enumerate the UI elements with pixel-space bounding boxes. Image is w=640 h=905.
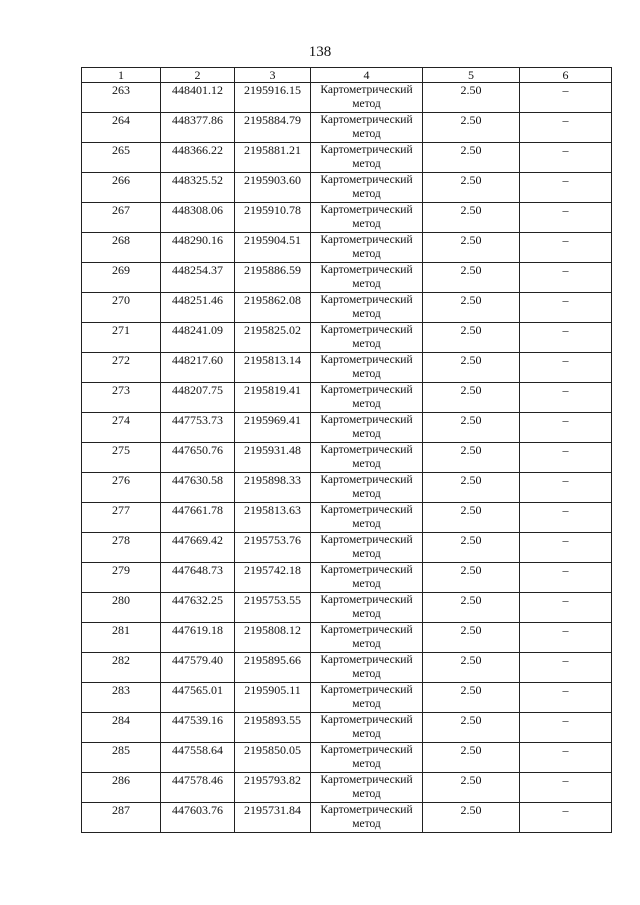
table-row [82, 653, 612, 683]
method-line-1: Картометрический [320, 264, 413, 276]
method-cell [311, 413, 423, 443]
point-number-cell: 277 [82, 503, 161, 533]
y-coordinate-cell: 2195742.18 [235, 563, 311, 593]
accuracy-cell: 2.50 [423, 443, 520, 473]
point-number-cell: 275 [82, 443, 161, 473]
point-number-cell: 266 [82, 173, 161, 203]
method-cell [311, 503, 423, 533]
point-number-cell: 276 [82, 473, 161, 503]
method-cell [311, 233, 423, 263]
method-line-1: Картометрический [320, 234, 413, 246]
y-coordinate-cell: 2195825.02 [235, 323, 311, 353]
x-coordinate-cell: 447619.18 [161, 623, 235, 653]
method-line-2: метод [352, 548, 381, 560]
note-cell: – [520, 503, 612, 533]
note-cell: – [520, 413, 612, 443]
point-number-cell: 274 [82, 413, 161, 443]
note-cell: – [520, 773, 612, 803]
method-line-1: Картометрический [320, 444, 413, 456]
method-line-2: метод [352, 758, 381, 770]
y-coordinate-cell: 2195808.12 [235, 623, 311, 653]
x-coordinate-cell: 447579.40 [161, 653, 235, 683]
method-line-1: Картометрический [320, 414, 413, 426]
table-row [82, 83, 612, 113]
y-coordinate-cell: 2195969.41 [235, 413, 311, 443]
table-row [82, 713, 612, 743]
point-number-cell: 286 [82, 773, 161, 803]
note-cell: – [520, 143, 612, 173]
accuracy-cell: 2.50 [423, 803, 520, 833]
y-coordinate-cell: 2195904.51 [235, 233, 311, 263]
y-coordinate-cell: 2195862.08 [235, 293, 311, 323]
method-line-1: Картометрический [320, 684, 413, 696]
x-coordinate-cell: 447632.25 [161, 593, 235, 623]
y-coordinate-cell: 2195905.11 [235, 683, 311, 713]
method-line-2: метод [352, 128, 381, 140]
x-coordinate-cell: 447565.01 [161, 683, 235, 713]
method-line-2: метод [352, 98, 381, 110]
x-coordinate-cell: 448401.12 [161, 83, 235, 113]
accuracy-cell: 2.50 [423, 263, 520, 293]
method-line-1: Картометрический [320, 174, 413, 186]
note-cell: – [520, 323, 612, 353]
table-row [82, 413, 612, 443]
y-coordinate-cell: 2195910.78 [235, 203, 311, 233]
method-line-2: метод [352, 578, 381, 590]
note-cell: – [520, 83, 612, 113]
accuracy-cell: 2.50 [423, 593, 520, 623]
method-cell [311, 203, 423, 233]
table-row [82, 563, 612, 593]
method-line-2: метод [352, 158, 381, 170]
table-row [82, 383, 612, 413]
method-line-1: Картометрический [320, 744, 413, 756]
accuracy-cell: 2.50 [423, 293, 520, 323]
method-line-2: метод [352, 638, 381, 650]
y-coordinate-cell: 2195893.55 [235, 713, 311, 743]
method-line-1: Картометрический [320, 144, 413, 156]
y-coordinate-cell: 2195813.14 [235, 353, 311, 383]
note-cell: – [520, 293, 612, 323]
method-line-2: метод [352, 668, 381, 680]
note-cell: – [520, 683, 612, 713]
x-coordinate-cell: 448251.46 [161, 293, 235, 323]
method-cell [311, 803, 423, 833]
point-number-cell: 272 [82, 353, 161, 383]
accuracy-cell: 2.50 [423, 173, 520, 203]
point-number-cell: 281 [82, 623, 161, 653]
accuracy-cell: 2.50 [423, 83, 520, 113]
point-number-cell: 280 [82, 593, 161, 623]
note-cell: – [520, 593, 612, 623]
table-row [82, 353, 612, 383]
method-line-1: Картометрический [320, 294, 413, 306]
point-number-cell: 287 [82, 803, 161, 833]
method-line-1: Картометрический [320, 774, 413, 786]
x-coordinate-cell: 447650.76 [161, 443, 235, 473]
table-row [82, 143, 612, 173]
accuracy-cell: 2.50 [423, 143, 520, 173]
method-line-1: Картометрический [320, 714, 413, 726]
table-row [82, 323, 612, 353]
accuracy-cell: 2.50 [423, 323, 520, 353]
accuracy-cell: 2.50 [423, 683, 520, 713]
point-number-cell: 270 [82, 293, 161, 323]
accuracy-cell: 2.50 [423, 203, 520, 233]
table-row [82, 473, 612, 503]
method-line-2: метод [352, 188, 381, 200]
note-cell: – [520, 203, 612, 233]
accuracy-cell: 2.50 [423, 743, 520, 773]
note-cell: – [520, 623, 612, 653]
y-coordinate-cell: 2195903.60 [235, 173, 311, 203]
point-number-cell: 263 [82, 83, 161, 113]
accuracy-cell: 2.50 [423, 413, 520, 443]
y-coordinate-cell: 2195916.15 [235, 83, 311, 113]
method-cell [311, 533, 423, 563]
point-number-cell: 271 [82, 323, 161, 353]
y-coordinate-cell: 2195793.82 [235, 773, 311, 803]
method-cell [311, 473, 423, 503]
method-line-1: Картометрический [320, 114, 413, 126]
accuracy-cell: 2.50 [423, 473, 520, 503]
accuracy-cell: 2.50 [423, 113, 520, 143]
point-number-cell: 279 [82, 563, 161, 593]
table-header-row [82, 68, 612, 83]
method-line-2: метод [352, 218, 381, 230]
method-cell [311, 113, 423, 143]
method-line-1: Картометрический [320, 534, 413, 546]
method-line-1: Картометрический [320, 354, 413, 366]
y-coordinate-cell: 2195753.55 [235, 593, 311, 623]
y-coordinate-cell: 2195881.21 [235, 143, 311, 173]
table-row [82, 773, 612, 803]
table-row [82, 803, 612, 833]
table-row [82, 233, 612, 263]
method-line-2: метод [352, 398, 381, 410]
y-coordinate-cell: 2195931.48 [235, 443, 311, 473]
accuracy-cell: 2.50 [423, 773, 520, 803]
note-cell: – [520, 263, 612, 293]
method-cell [311, 143, 423, 173]
method-line-1: Картометрический [320, 504, 413, 516]
method-line-1: Картометрический [320, 474, 413, 486]
accuracy-cell: 2.50 [423, 353, 520, 383]
note-cell: – [520, 533, 612, 563]
point-number-cell: 282 [82, 653, 161, 683]
note-cell: – [520, 653, 612, 683]
method-line-2: метод [352, 458, 381, 470]
x-coordinate-cell: 447578.46 [161, 773, 235, 803]
method-cell [311, 323, 423, 353]
accuracy-cell: 2.50 [423, 563, 520, 593]
table-row [82, 533, 612, 563]
method-line-2: метод [352, 788, 381, 800]
method-line-1: Картометрический [320, 84, 413, 96]
column-header-1: 1 [82, 68, 161, 83]
x-coordinate-cell: 448217.60 [161, 353, 235, 383]
accuracy-cell: 2.50 [423, 233, 520, 263]
point-number-cell: 264 [82, 113, 161, 143]
method-line-2: метод [352, 428, 381, 440]
method-line-2: метод [352, 368, 381, 380]
accuracy-cell: 2.50 [423, 383, 520, 413]
table-row [82, 203, 612, 233]
method-cell [311, 83, 423, 113]
method-line-2: метод [352, 488, 381, 500]
method-cell [311, 683, 423, 713]
method-line-2: метод [352, 608, 381, 620]
x-coordinate-cell: 448290.16 [161, 233, 235, 263]
table-row [82, 263, 612, 293]
point-number-cell: 285 [82, 743, 161, 773]
point-number-cell: 269 [82, 263, 161, 293]
table-row [82, 113, 612, 143]
table-body [82, 83, 612, 833]
accuracy-cell: 2.50 [423, 713, 520, 743]
note-cell: – [520, 473, 612, 503]
x-coordinate-cell: 447661.78 [161, 503, 235, 533]
point-number-cell: 268 [82, 233, 161, 263]
method-line-1: Картометрический [320, 384, 413, 396]
note-cell: – [520, 713, 612, 743]
method-line-1: Картометрический [320, 564, 413, 576]
table-row [82, 743, 612, 773]
column-header-6: 6 [520, 68, 612, 83]
note-cell: – [520, 563, 612, 593]
method-cell [311, 593, 423, 623]
x-coordinate-cell: 447630.58 [161, 473, 235, 503]
y-coordinate-cell: 2195813.63 [235, 503, 311, 533]
method-line-2: метод [352, 518, 381, 530]
method-cell [311, 713, 423, 743]
x-coordinate-cell: 447558.64 [161, 743, 235, 773]
x-coordinate-cell: 448241.09 [161, 323, 235, 353]
method-line-1: Картометрический [320, 624, 413, 636]
x-coordinate-cell: 448325.52 [161, 173, 235, 203]
y-coordinate-cell: 2195850.05 [235, 743, 311, 773]
table-row [82, 623, 612, 653]
table-row [82, 503, 612, 533]
accuracy-cell: 2.50 [423, 623, 520, 653]
method-cell [311, 623, 423, 653]
method-cell [311, 443, 423, 473]
point-number-cell: 273 [82, 383, 161, 413]
table-row [82, 683, 612, 713]
method-cell [311, 743, 423, 773]
method-cell [311, 383, 423, 413]
accuracy-cell: 2.50 [423, 653, 520, 683]
point-number-cell: 284 [82, 713, 161, 743]
method-line-2: метод [352, 248, 381, 260]
coordinates-table [81, 67, 612, 833]
note-cell: – [520, 113, 612, 143]
method-line-2: метод [352, 308, 381, 320]
point-number-cell: 265 [82, 143, 161, 173]
column-header-5: 5 [423, 68, 520, 83]
method-line-1: Картометрический [320, 324, 413, 336]
note-cell: – [520, 233, 612, 263]
x-coordinate-cell: 448308.06 [161, 203, 235, 233]
method-line-2: метод [352, 278, 381, 290]
method-line-2: метод [352, 728, 381, 740]
table-row [82, 593, 612, 623]
column-header-4: 4 [311, 68, 423, 83]
method-line-2: метод [352, 818, 381, 830]
y-coordinate-cell: 2195731.84 [235, 803, 311, 833]
x-coordinate-cell: 448377.86 [161, 113, 235, 143]
method-line-1: Картометрический [320, 804, 413, 816]
note-cell: – [520, 743, 612, 773]
method-line-2: метод [352, 338, 381, 350]
method-line-1: Картометрический [320, 204, 413, 216]
y-coordinate-cell: 2195819.41 [235, 383, 311, 413]
x-coordinate-cell: 448366.22 [161, 143, 235, 173]
column-header-3: 3 [235, 68, 311, 83]
method-cell [311, 293, 423, 323]
table-row [82, 293, 612, 323]
y-coordinate-cell: 2195895.66 [235, 653, 311, 683]
method-cell [311, 173, 423, 203]
x-coordinate-cell: 447753.73 [161, 413, 235, 443]
x-coordinate-cell: 448254.37 [161, 263, 235, 293]
note-cell: – [520, 353, 612, 383]
column-header-2: 2 [161, 68, 235, 83]
note-cell: – [520, 443, 612, 473]
x-coordinate-cell: 448207.75 [161, 383, 235, 413]
x-coordinate-cell: 447603.76 [161, 803, 235, 833]
point-number-cell: 278 [82, 533, 161, 563]
x-coordinate-cell: 447539.16 [161, 713, 235, 743]
method-line-1: Картометрический [320, 654, 413, 666]
x-coordinate-cell: 447669.42 [161, 533, 235, 563]
table-row [82, 443, 612, 473]
table-row [82, 173, 612, 203]
note-cell: – [520, 803, 612, 833]
page-number: 138 [308, 44, 332, 60]
method-cell [311, 653, 423, 683]
note-cell: – [520, 383, 612, 413]
y-coordinate-cell: 2195753.76 [235, 533, 311, 563]
method-line-1: Картометрический [320, 594, 413, 606]
method-cell [311, 773, 423, 803]
method-cell [311, 353, 423, 383]
accuracy-cell: 2.50 [423, 533, 520, 563]
x-coordinate-cell: 447648.73 [161, 563, 235, 593]
y-coordinate-cell: 2195886.59 [235, 263, 311, 293]
point-number-cell: 283 [82, 683, 161, 713]
y-coordinate-cell: 2195898.33 [235, 473, 311, 503]
accuracy-cell: 2.50 [423, 503, 520, 533]
point-number-cell: 267 [82, 203, 161, 233]
method-cell [311, 263, 423, 293]
y-coordinate-cell: 2195884.79 [235, 113, 311, 143]
method-cell [311, 563, 423, 593]
note-cell: – [520, 173, 612, 203]
method-line-2: метод [352, 698, 381, 710]
